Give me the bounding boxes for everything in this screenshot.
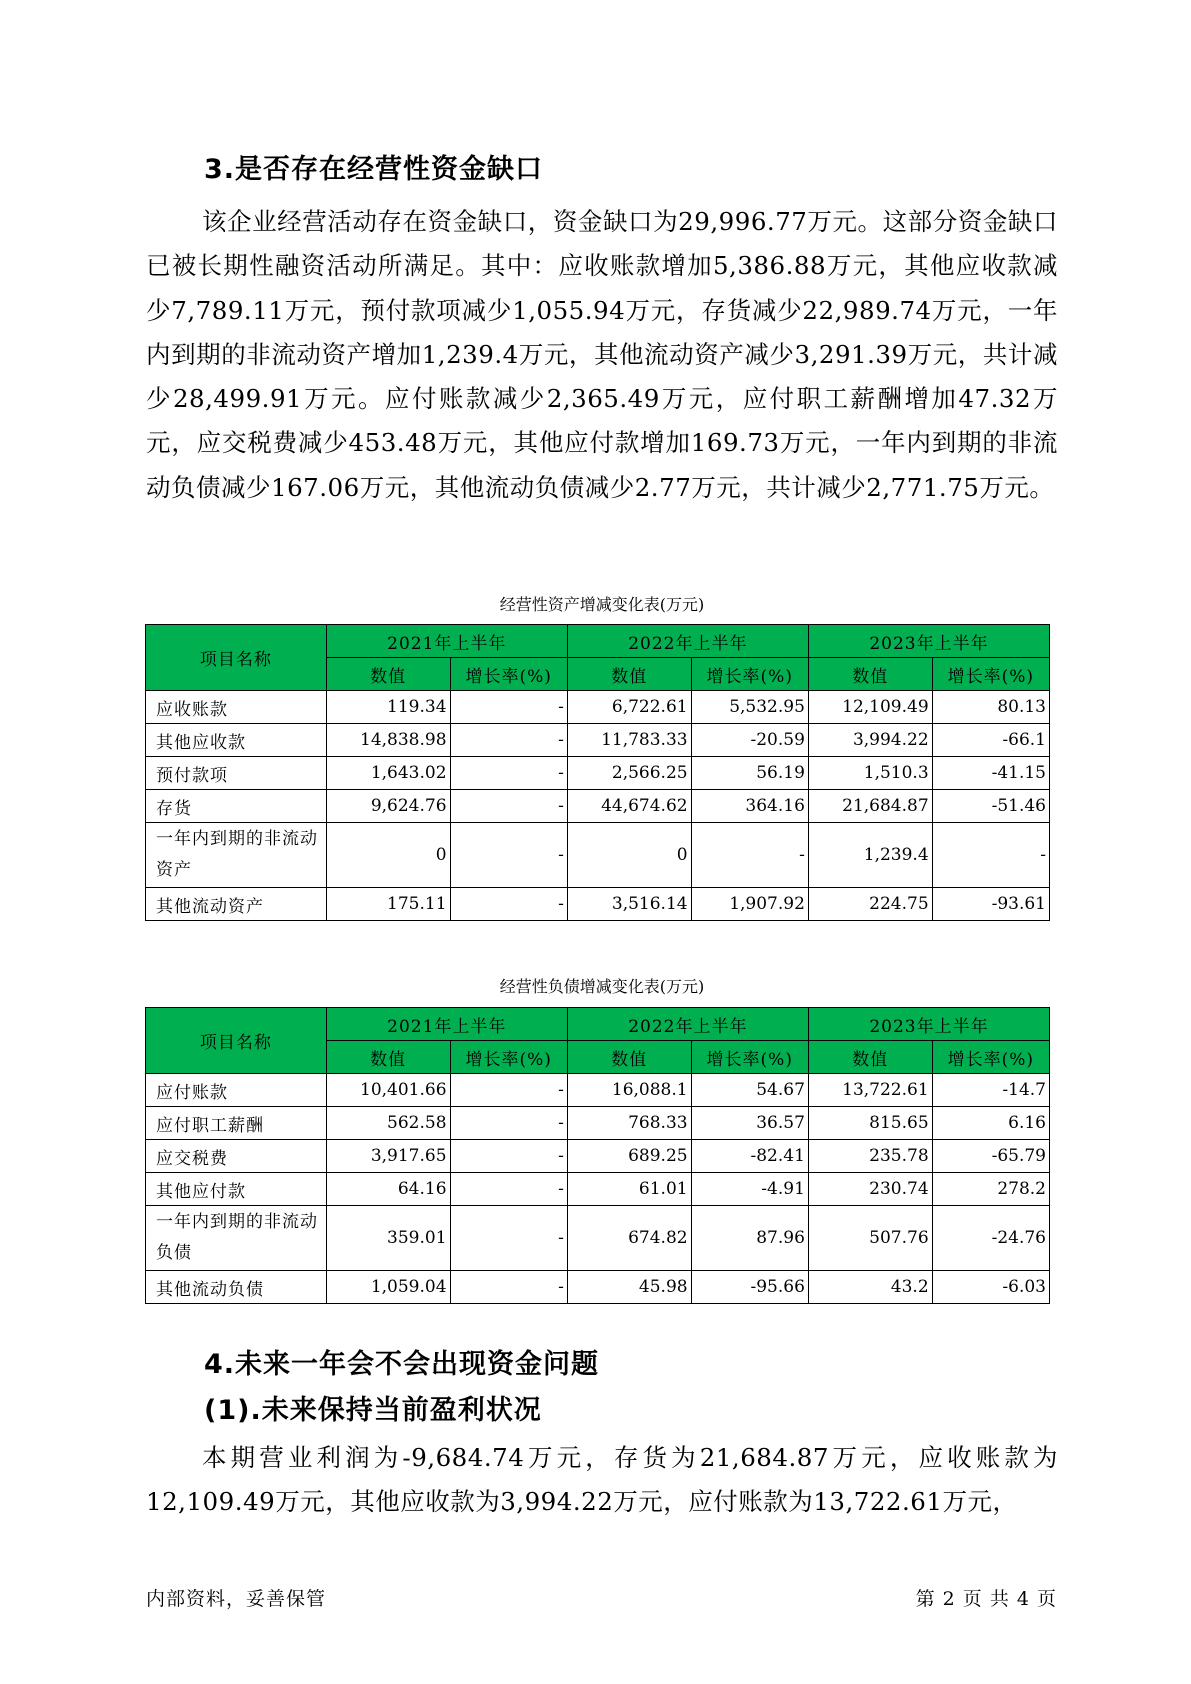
table-row	[146, 1107, 1050, 1140]
cell-value: 6,722.61	[567, 691, 691, 724]
header-value: 数值	[326, 658, 450, 691]
table-row	[146, 1140, 1050, 1173]
cell-growth-rate: -6.03	[932, 1271, 1049, 1304]
cell-value: 359.01	[326, 1206, 450, 1271]
cell-value: 13,722.61	[808, 1074, 932, 1107]
cell-growth-rate: -51.46	[932, 790, 1049, 823]
cell-growth-rate: 6.16	[932, 1107, 1049, 1140]
table-row	[146, 1173, 1050, 1206]
cell-growth-rate: -82.41	[691, 1140, 808, 1173]
cell-growth-rate: -	[450, 888, 567, 921]
cell-value: 10,401.66	[326, 1074, 450, 1107]
assets-table-caption: 经营性资产增减变化表(万元)	[499, 595, 705, 614]
section-4-heading: 4.未来一年会不会出现资金问题	[204, 1349, 600, 1380]
cell-value: 0	[326, 823, 450, 888]
cell-growth-rate: -	[450, 691, 567, 724]
cell-value: 175.11	[326, 888, 450, 921]
cell-value: 64.16	[326, 1173, 450, 1206]
header-value: 数值	[808, 658, 932, 691]
cell-value: 2,566.25	[567, 757, 691, 790]
table-row	[146, 790, 1050, 823]
header-item-name: 项目名称	[146, 625, 327, 691]
cell-value: 43.2	[808, 1271, 932, 1304]
cell-growth-rate: -	[450, 1271, 567, 1304]
cell-growth-rate: -	[450, 724, 567, 757]
header-growth-rate: 增长率(%)	[450, 658, 567, 691]
cell-value: 0	[567, 823, 691, 888]
cell-growth-rate: -95.66	[691, 1271, 808, 1304]
cell-value: 507.76	[808, 1206, 932, 1271]
cell-growth-rate: -93.61	[932, 888, 1049, 921]
cell-growth-rate: -66.1	[932, 724, 1049, 757]
table-row	[146, 724, 1050, 757]
header-period: 2023年上半年	[808, 625, 1049, 658]
cell-growth-rate: -	[450, 1140, 567, 1173]
cell-growth-rate: -65.79	[932, 1140, 1049, 1173]
cell-growth-rate: 36.57	[691, 1107, 808, 1140]
cell-growth-rate: -	[450, 1074, 567, 1107]
header-value: 数值	[326, 1041, 450, 1074]
section-3-paragraph: 该企业经营活动存在资金缺口，资金缺口为29,996.77万元。这部分资金缺口已被长期性融资活动所满足。其中：应收账款增加5,386.88万元，其他应收款减少7,789.11万元，预付款项减少1,055.94万元，存货减少22,989.74万元，一年内到期的非流动资产增加1,239.4万元，其他流动资产减少3,291.39万元，共计减少28,499.91万元。应付账款减少2,365.49万元，应付职工薪酬增加47.32万元，应交税费减少453.48万元，其他应付款增加169.73万元，一年内到期的非流动负债减少167.06万元，其他流动负债减少2.77万元，共计减少2,771.75万元。	[146, 207, 1058, 502]
cell-growth-rate: 5,532.95	[691, 691, 808, 724]
header-value: 数值	[567, 1041, 691, 1074]
header-value: 数值	[808, 1041, 932, 1074]
cell-value: 768.33	[567, 1107, 691, 1140]
cell-value: 3,516.14	[567, 888, 691, 921]
section-4-subheading: (1).未来保持当前盈利状况	[204, 1395, 542, 1426]
cell-growth-rate: -41.15	[932, 757, 1049, 790]
cell-value: 12,109.49	[808, 691, 932, 724]
table-row	[146, 888, 1050, 921]
cell-growth-rate: 364.16	[691, 790, 808, 823]
header-period: 2021年上半年	[326, 625, 567, 658]
header-growth-rate: 增长率(%)	[691, 658, 808, 691]
cell-value: 11,783.33	[567, 724, 691, 757]
cell-growth-rate: -	[450, 757, 567, 790]
cell-value: 689.25	[567, 1140, 691, 1173]
cell-value: 562.58	[326, 1107, 450, 1140]
cell-growth-rate: 56.19	[691, 757, 808, 790]
row-item-name: 一年内到期的非流动资产	[146, 823, 327, 888]
cell-value: 815.65	[808, 1107, 932, 1140]
table-row	[146, 823, 1050, 888]
header-growth-rate: 增长率(%)	[450, 1041, 567, 1074]
liabilities-change-table	[145, 1007, 1050, 1304]
cell-value: 16,088.1	[567, 1074, 691, 1107]
cell-value: 45.98	[567, 1271, 691, 1304]
cell-growth-rate: 1,907.92	[691, 888, 808, 921]
row-item-name: 存货	[146, 790, 327, 823]
header-growth-rate: 增长率(%)	[691, 1041, 808, 1074]
cell-value: 1,239.4	[808, 823, 932, 888]
cell-value: 230.74	[808, 1173, 932, 1206]
cell-growth-rate: -	[450, 823, 567, 888]
assets-change-table	[145, 624, 1050, 921]
row-item-name: 预付款项	[146, 757, 327, 790]
cell-value: 3,917.65	[326, 1140, 450, 1173]
row-item-name: 一年内到期的非流动负债	[146, 1206, 327, 1271]
cell-growth-rate: -4.91	[691, 1173, 808, 1206]
liabilities-table-caption: 经营性负债增减变化表(万元)	[499, 977, 705, 996]
header-period: 2021年上半年	[326, 1008, 567, 1041]
cell-value: 61.01	[567, 1173, 691, 1206]
cell-growth-rate: -	[450, 1107, 567, 1140]
cell-value: 235.78	[808, 1140, 932, 1173]
row-item-name: 应付职工薪酬	[146, 1107, 327, 1140]
cell-value: 14,838.98	[326, 724, 450, 757]
footer-page-number: 第 2 页 共 4 页	[915, 1588, 1057, 1610]
cell-growth-rate: -	[450, 1206, 567, 1271]
cell-growth-rate: -	[691, 823, 808, 888]
row-item-name: 其他应收款	[146, 724, 327, 757]
cell-growth-rate: -20.59	[691, 724, 808, 757]
table-row	[146, 1074, 1050, 1107]
cell-value: 119.34	[326, 691, 450, 724]
cell-growth-rate: -	[450, 790, 567, 823]
cell-growth-rate: 87.96	[691, 1206, 808, 1271]
header-period: 2022年上半年	[567, 1008, 808, 1041]
header-growth-rate: 增长率(%)	[932, 658, 1049, 691]
cell-value: 44,674.62	[567, 790, 691, 823]
header-growth-rate: 增长率(%)	[932, 1041, 1049, 1074]
footer-confidential-note: 内部资料，妥善保管	[146, 1588, 327, 1610]
cell-value: 9,624.76	[326, 790, 450, 823]
cell-value: 3,994.22	[808, 724, 932, 757]
row-item-name: 应收账款	[146, 691, 327, 724]
header-period: 2022年上半年	[567, 625, 808, 658]
table-row	[146, 691, 1050, 724]
row-item-name: 其他应付款	[146, 1173, 327, 1206]
cell-growth-rate: 80.13	[932, 691, 1049, 724]
cell-value: 1,510.3	[808, 757, 932, 790]
header-item-name: 项目名称	[146, 1008, 327, 1074]
row-item-name: 其他流动资产	[146, 888, 327, 921]
cell-growth-rate: -24.76	[932, 1206, 1049, 1271]
cell-value: 21,684.87	[808, 790, 932, 823]
section-4-paragraph: 本期营业利润为-9,684.74万元，存货为21,684.87万元，应收账款为12,109.49万元，其他应收款为3,994.22万元，应付账款为13,722.61万元，	[146, 1443, 1058, 1517]
cell-value: 1,059.04	[326, 1271, 450, 1304]
cell-growth-rate: -	[932, 823, 1049, 888]
header-period: 2023年上半年	[808, 1008, 1049, 1041]
section-3-heading: 3.是否存在经营性资金缺口	[204, 154, 544, 185]
table-row	[146, 757, 1050, 790]
cell-growth-rate: 278.2	[932, 1173, 1049, 1206]
cell-growth-rate: 54.67	[691, 1074, 808, 1107]
row-item-name: 应付账款	[146, 1074, 327, 1107]
cell-growth-rate: -	[450, 1173, 567, 1206]
table-row	[146, 1206, 1050, 1271]
cell-value: 1,643.02	[326, 757, 450, 790]
header-value: 数值	[567, 658, 691, 691]
table-row	[146, 1271, 1050, 1304]
cell-growth-rate: -14.7	[932, 1074, 1049, 1107]
cell-value: 224.75	[808, 888, 932, 921]
row-item-name: 应交税费	[146, 1140, 327, 1173]
row-item-name: 其他流动负债	[146, 1271, 327, 1304]
cell-value: 674.82	[567, 1206, 691, 1271]
